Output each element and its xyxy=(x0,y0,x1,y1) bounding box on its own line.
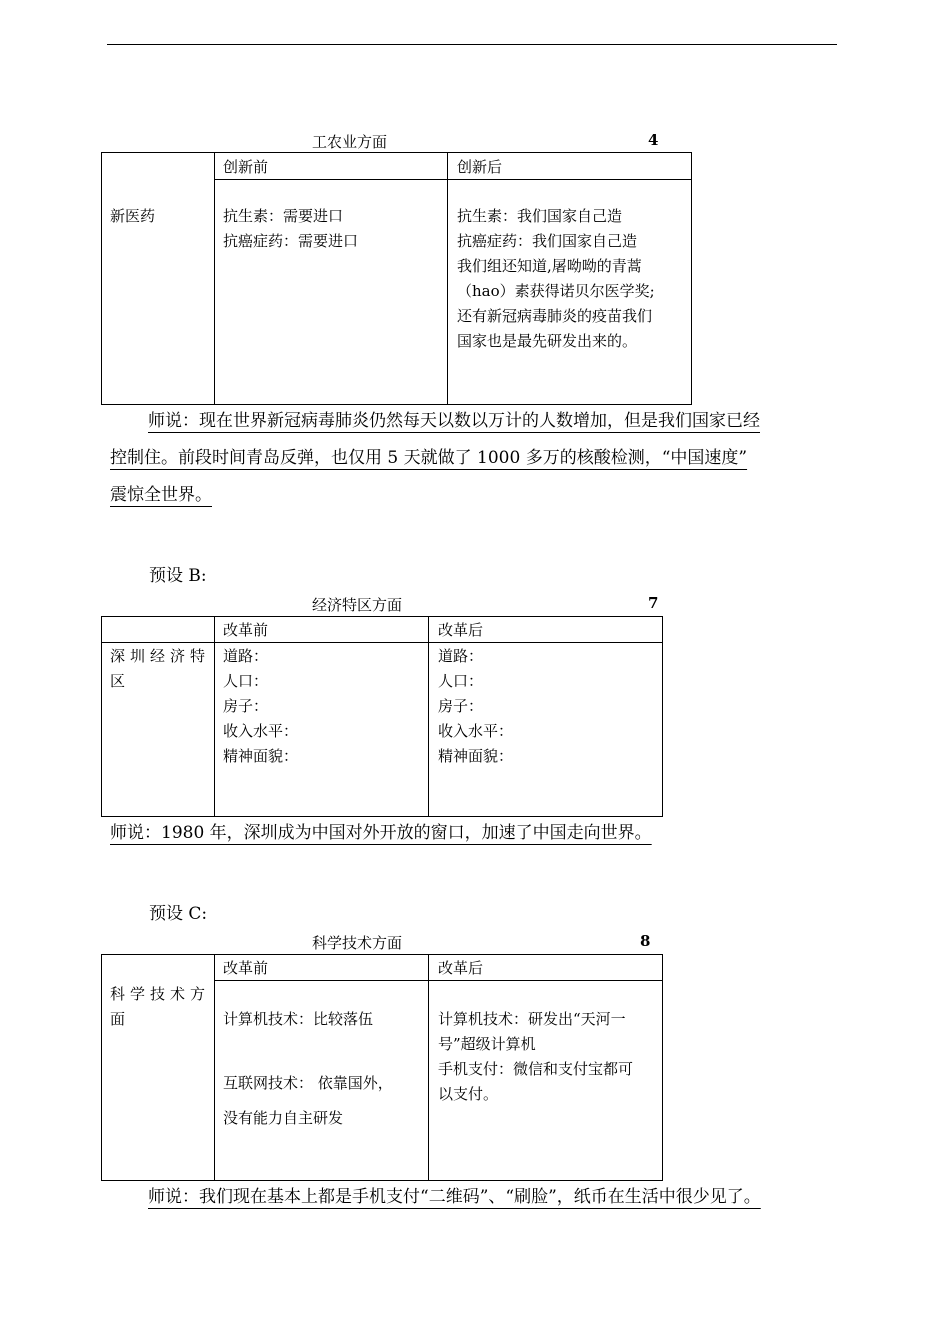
table2-col-before: 改革前 xyxy=(223,621,269,639)
cell-line: 抗生素：我们国家自己造 xyxy=(457,207,623,225)
table1-before-cell xyxy=(223,204,358,254)
cell-line: 计算机技术：研发出“天河一 xyxy=(438,1010,626,1028)
table1-col-before: 创新前 xyxy=(223,158,269,176)
table1-after-cell xyxy=(457,204,655,354)
cell-line: 抗癌症药：我们国家自己造 xyxy=(457,232,638,250)
preset-c-label: 预设 C: xyxy=(149,904,208,924)
teacher-remark-1 xyxy=(110,403,845,514)
table1-divider xyxy=(214,153,215,404)
remark-line: 师说：现在世界新冠病毒肺炎仍然每天以数以万计的人数增加，但是我们国家已经 xyxy=(148,411,760,431)
cell-line: 抗癌症药：需要进口 xyxy=(223,232,359,250)
table1-number: 4 xyxy=(648,131,659,149)
table3-divider xyxy=(214,955,215,1180)
table2 xyxy=(101,616,663,817)
cell-line: 面 xyxy=(110,1010,126,1028)
table2-divider xyxy=(214,617,215,816)
table3-before-line: 没有能力自主研发 xyxy=(223,1109,344,1127)
cell-line: 收入水平： xyxy=(438,722,514,740)
table3-after-cell xyxy=(438,1007,633,1107)
cell-line: 国家也是最先研发出来的。 xyxy=(457,332,638,350)
table2-col-after: 改革后 xyxy=(438,621,484,639)
table1-caption: 工农业方面 xyxy=(312,133,388,151)
table2-caption: 经济特区方面 xyxy=(312,596,403,614)
remark-line: 师说：我们现在基本上都是手机支付“二维码”、“刷脸”，纸币在生活中很少见了。 xyxy=(148,1187,761,1207)
table2-after-cell xyxy=(438,644,513,769)
header-rule xyxy=(107,44,837,45)
table3-before-line: 计算机技术：比较落伍 xyxy=(223,1010,374,1028)
table1-row-label: 新医药 xyxy=(110,207,156,225)
table1-divider xyxy=(447,153,448,404)
cell-line: 房子： xyxy=(438,697,484,715)
table2-before-cell xyxy=(223,644,298,769)
cell-line: 收入水平： xyxy=(223,722,299,740)
cell-line: 抗生素：需要进口 xyxy=(223,207,344,225)
cell-line: 人口： xyxy=(223,672,269,690)
table3-number: 8 xyxy=(640,932,651,950)
cell-line: 深圳经济特 xyxy=(110,647,211,665)
remark-line: 师说：1980 年，深圳成为中国对外开放的窗口，加速了中国走向世界。 xyxy=(110,823,652,843)
remark-line: 震惊全世界。 xyxy=(110,485,212,505)
table3-col-after: 改革后 xyxy=(438,959,484,977)
table2-divider xyxy=(428,617,429,816)
table2-row-label xyxy=(110,644,210,694)
cell-line: 道路： xyxy=(438,647,484,665)
table2-header-line xyxy=(102,642,662,643)
cell-line: 号”超级计算机 xyxy=(438,1035,536,1053)
cell-line: 区 xyxy=(110,672,126,690)
table1-header-line xyxy=(214,179,691,180)
table3-before-line: 互联网技术： 依靠国外， xyxy=(223,1074,393,1092)
table1-col-after: 创新后 xyxy=(457,158,503,176)
cell-line: 我们组还知道,屠呦呦的青蒿 xyxy=(457,257,642,275)
teacher-remark-3 xyxy=(148,1179,761,1216)
cell-line: 道路： xyxy=(223,647,269,665)
table3-caption: 科学技术方面 xyxy=(312,934,403,952)
cell-line: 手机支付：微信和支付宝都可 xyxy=(438,1060,634,1078)
cell-line: 以支付。 xyxy=(438,1085,499,1103)
cell-line: 人口： xyxy=(438,672,484,690)
cell-line: 精神面貌： xyxy=(438,747,514,765)
teacher-remark-2 xyxy=(110,815,660,852)
cell-line: 科学技术方 xyxy=(110,985,211,1003)
cell-line: 还有新冠病毒肺炎的疫苗我们 xyxy=(457,307,653,325)
table2-number: 7 xyxy=(648,594,659,612)
table3-col-before: 改革前 xyxy=(223,959,269,977)
table3 xyxy=(101,954,663,1181)
preset-b-label: 预设 B: xyxy=(149,566,207,586)
cell-line: 房子： xyxy=(223,697,269,715)
remark-line: 控制住。前段时间青岛反弹，也仅用 5 天就做了 1000 多万的核酸检测，“中国速度” xyxy=(110,448,748,468)
cell-line: （hao）素获得诺贝尔医学奖; xyxy=(457,282,655,300)
table3-row-label xyxy=(110,982,210,1032)
table3-divider xyxy=(428,955,429,1180)
table1 xyxy=(101,152,692,405)
cell-line: 精神面貌： xyxy=(223,747,299,765)
